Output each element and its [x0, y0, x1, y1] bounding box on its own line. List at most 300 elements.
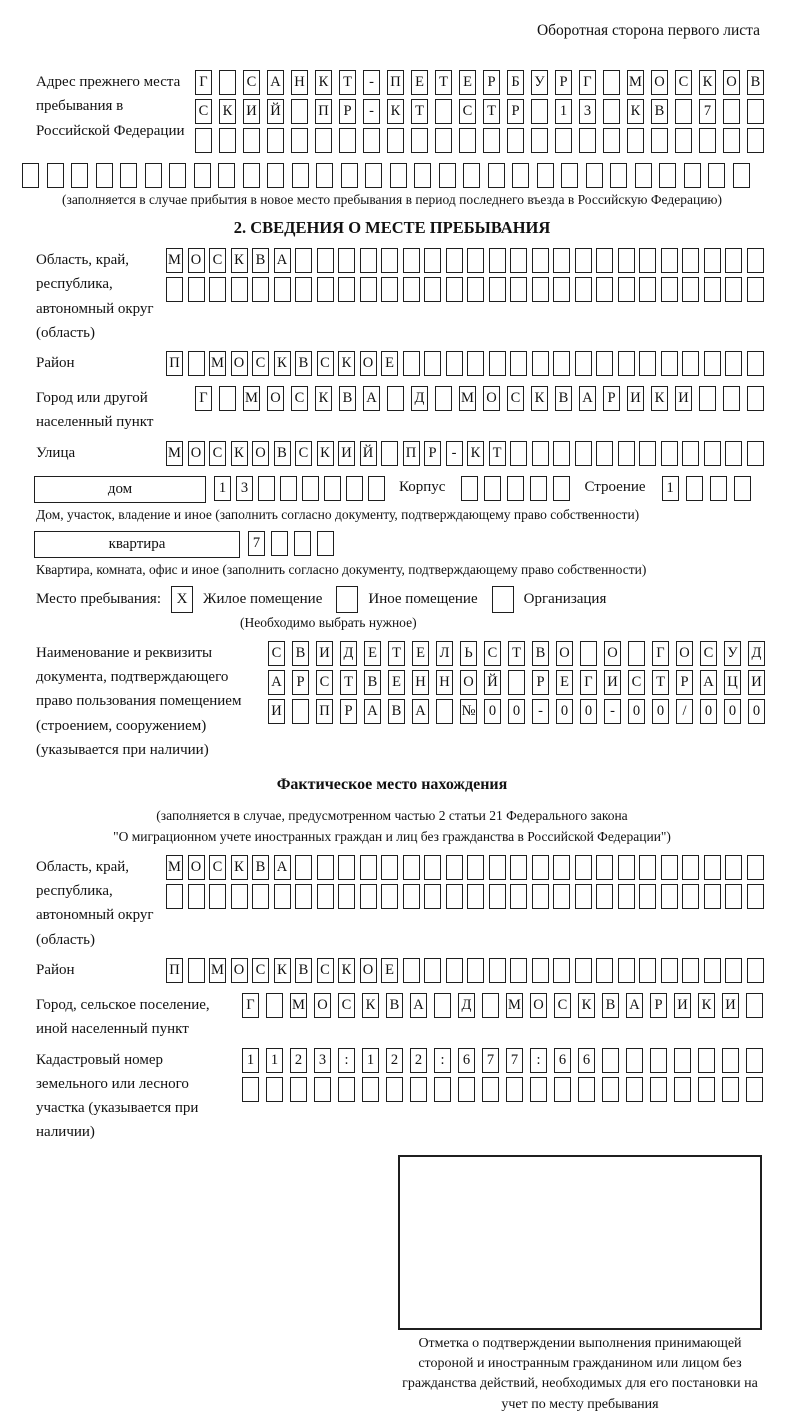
char-box[interactable]: Й [267, 99, 284, 124]
char-box[interactable] [603, 99, 620, 124]
char-box[interactable]: 0 [724, 699, 741, 724]
char-box[interactable]: Р [676, 670, 693, 695]
char-box[interactable]: П [315, 99, 332, 124]
char-box[interactable]: В [252, 855, 269, 880]
char-box[interactable]: 6 [458, 1048, 475, 1073]
char-box[interactable] [723, 386, 740, 411]
char-box[interactable] [708, 163, 725, 188]
char-box[interactable]: Р [339, 99, 356, 124]
char-box[interactable]: Д [411, 386, 428, 411]
char-box[interactable]: В [274, 441, 291, 466]
char-box[interactable] [747, 277, 764, 302]
char-box[interactable]: Р [650, 993, 667, 1018]
char-box[interactable]: Н [436, 670, 453, 695]
char-box[interactable]: К [338, 351, 355, 376]
char-box[interactable]: А [267, 70, 284, 95]
char-box[interactable]: 0 [652, 699, 669, 724]
char-box[interactable] [489, 351, 506, 376]
char-box[interactable]: А [410, 993, 427, 1018]
char-box[interactable]: С [209, 441, 226, 466]
char-box[interactable] [510, 441, 527, 466]
char-box[interactable] [532, 884, 549, 909]
char-box[interactable] [725, 884, 742, 909]
char-box[interactable] [507, 476, 524, 501]
char-box[interactable] [628, 641, 645, 666]
char-box[interactable] [324, 476, 341, 501]
char-box[interactable]: Г [579, 70, 596, 95]
char-box[interactable] [578, 1077, 595, 1102]
char-box[interactable]: Т [388, 641, 405, 666]
char-box[interactable]: В [295, 351, 312, 376]
char-box[interactable] [537, 163, 554, 188]
char-box[interactable]: 2 [386, 1048, 403, 1073]
char-box[interactable]: В [252, 248, 269, 273]
char-box[interactable] [461, 476, 478, 501]
char-box[interactable]: С [291, 386, 308, 411]
char-box[interactable] [188, 351, 205, 376]
char-box[interactable] [723, 128, 740, 153]
char-box[interactable]: Б [507, 70, 524, 95]
char-box[interactable] [635, 163, 652, 188]
char-box[interactable]: К [231, 441, 248, 466]
char-box[interactable] [242, 1077, 259, 1102]
char-box[interactable] [575, 277, 592, 302]
char-box[interactable] [686, 476, 703, 501]
char-box[interactable]: Р [424, 441, 441, 466]
char-box[interactable] [682, 441, 699, 466]
char-box[interactable]: Л [436, 641, 453, 666]
char-box[interactable] [381, 277, 398, 302]
char-box[interactable] [575, 958, 592, 983]
char-box[interactable] [747, 351, 764, 376]
char-box[interactable]: А [274, 855, 291, 880]
char-box[interactable] [446, 277, 463, 302]
char-box[interactable] [747, 958, 764, 983]
char-box[interactable] [618, 884, 635, 909]
char-box[interactable]: И [674, 993, 691, 1018]
char-box[interactable] [510, 884, 527, 909]
char-box[interactable] [71, 163, 88, 188]
char-box[interactable] [553, 855, 570, 880]
char-box[interactable]: № [460, 699, 477, 724]
char-box[interactable] [704, 855, 721, 880]
char-box[interactable]: Р [532, 670, 549, 695]
char-box[interactable]: В [651, 99, 668, 124]
char-box[interactable]: К [698, 993, 715, 1018]
char-box[interactable]: : [338, 1048, 355, 1073]
char-box[interactable] [682, 248, 699, 273]
char-box[interactable]: / [676, 699, 693, 724]
char-box[interactable] [446, 884, 463, 909]
char-box[interactable]: И [338, 441, 355, 466]
char-box[interactable] [661, 884, 678, 909]
char-box[interactable] [435, 386, 452, 411]
char-box[interactable]: 1 [362, 1048, 379, 1073]
char-box[interactable]: Т [435, 70, 452, 95]
char-box[interactable]: О [676, 641, 693, 666]
char-box[interactable]: П [387, 70, 404, 95]
char-box[interactable]: А [274, 248, 291, 273]
char-box[interactable] [316, 163, 333, 188]
char-box[interactable] [488, 163, 505, 188]
char-box[interactable] [746, 1048, 763, 1073]
char-box[interactable] [596, 441, 613, 466]
char-box[interactable] [252, 277, 269, 302]
char-box[interactable]: Т [411, 99, 428, 124]
char-box[interactable] [746, 1077, 763, 1102]
char-box[interactable]: С [554, 993, 571, 1018]
char-box[interactable] [553, 277, 570, 302]
char-box[interactable]: П [166, 958, 183, 983]
char-box[interactable] [532, 277, 549, 302]
char-box[interactable]: М [459, 386, 476, 411]
char-box[interactable]: У [724, 641, 741, 666]
char-box[interactable] [747, 441, 764, 466]
char-box[interactable] [555, 128, 572, 153]
char-box[interactable] [675, 128, 692, 153]
char-box[interactable]: 7 [248, 531, 265, 556]
char-box[interactable] [295, 248, 312, 273]
char-box[interactable] [414, 163, 431, 188]
char-box[interactable] [682, 884, 699, 909]
char-box[interactable] [651, 128, 668, 153]
char-box[interactable]: С [700, 641, 717, 666]
char-box[interactable]: А [626, 993, 643, 1018]
char-box[interactable] [532, 351, 549, 376]
char-box[interactable]: И [604, 670, 621, 695]
char-box[interactable]: М [166, 855, 183, 880]
char-box[interactable] [360, 855, 377, 880]
char-box[interactable] [302, 476, 319, 501]
char-box[interactable] [575, 855, 592, 880]
char-box[interactable]: Д [458, 993, 475, 1018]
char-box[interactable] [436, 699, 453, 724]
char-box[interactable]: 7 [482, 1048, 499, 1073]
char-box[interactable] [747, 884, 764, 909]
char-box[interactable] [626, 1048, 643, 1073]
char-box[interactable] [596, 351, 613, 376]
char-box[interactable]: 0 [700, 699, 717, 724]
char-box[interactable]: - [363, 99, 380, 124]
char-box[interactable] [704, 351, 721, 376]
char-box[interactable] [188, 277, 205, 302]
char-box[interactable] [704, 277, 721, 302]
char-box[interactable] [489, 277, 506, 302]
char-box[interactable]: М [290, 993, 307, 1018]
char-box[interactable]: С [243, 70, 260, 95]
char-box[interactable] [532, 958, 549, 983]
char-box[interactable] [424, 277, 441, 302]
char-box[interactable]: : [434, 1048, 451, 1073]
char-box[interactable]: А [579, 386, 596, 411]
char-box[interactable]: Т [340, 670, 357, 695]
char-box[interactable]: 1 [266, 1048, 283, 1073]
char-box[interactable]: 0 [748, 699, 765, 724]
char-box[interactable]: Г [195, 386, 212, 411]
char-box[interactable] [483, 128, 500, 153]
char-box[interactable] [381, 441, 398, 466]
char-box[interactable] [292, 699, 309, 724]
char-box[interactable] [698, 1077, 715, 1102]
char-box[interactable]: С [507, 386, 524, 411]
char-box[interactable] [532, 441, 549, 466]
char-box[interactable] [603, 128, 620, 153]
char-box[interactable] [317, 248, 334, 273]
char-box[interactable] [346, 476, 363, 501]
char-box[interactable] [231, 884, 248, 909]
char-box[interactable]: О [530, 993, 547, 1018]
char-box[interactable]: К [338, 958, 355, 983]
char-box[interactable] [338, 1077, 355, 1102]
char-box[interactable] [684, 163, 701, 188]
char-box[interactable] [484, 476, 501, 501]
char-box[interactable] [338, 277, 355, 302]
char-box[interactable] [291, 128, 308, 153]
char-box[interactable]: К [699, 70, 716, 95]
char-box[interactable]: В [747, 70, 764, 95]
char-box[interactable]: В [388, 699, 405, 724]
char-box[interactable] [553, 884, 570, 909]
char-box[interactable] [725, 248, 742, 273]
char-box[interactable] [602, 1077, 619, 1102]
char-box[interactable] [725, 441, 742, 466]
char-box[interactable]: С [295, 441, 312, 466]
char-box[interactable] [661, 277, 678, 302]
char-box[interactable] [274, 277, 291, 302]
char-box[interactable] [596, 277, 613, 302]
char-box[interactable]: К [467, 441, 484, 466]
char-box[interactable] [682, 351, 699, 376]
char-box[interactable]: И [722, 993, 739, 1018]
char-box[interactable] [492, 586, 514, 613]
char-box[interactable] [317, 884, 334, 909]
char-box[interactable] [403, 277, 420, 302]
char-box[interactable] [295, 884, 312, 909]
char-box[interactable] [531, 99, 548, 124]
char-box[interactable] [381, 855, 398, 880]
char-box[interactable]: Т [339, 70, 356, 95]
char-box[interactable] [674, 1077, 691, 1102]
char-box[interactable]: С [675, 70, 692, 95]
char-box[interactable] [410, 1077, 427, 1102]
char-box[interactable]: О [556, 641, 573, 666]
char-box[interactable]: И [316, 641, 333, 666]
char-box[interactable] [618, 248, 635, 273]
char-box[interactable]: : [530, 1048, 547, 1073]
char-box[interactable] [435, 99, 452, 124]
char-box[interactable] [290, 1077, 307, 1102]
char-box[interactable] [507, 128, 524, 153]
char-box[interactable]: Г [580, 670, 597, 695]
char-box[interactable]: О [460, 670, 477, 695]
char-box[interactable]: В [602, 993, 619, 1018]
char-box[interactable] [675, 99, 692, 124]
char-box[interactable] [360, 248, 377, 273]
char-box[interactable] [336, 586, 358, 613]
char-box[interactable] [482, 993, 499, 1018]
char-box[interactable] [403, 958, 420, 983]
char-box[interactable] [618, 441, 635, 466]
char-box[interactable]: Е [364, 641, 381, 666]
char-box[interactable] [341, 163, 358, 188]
char-box[interactable]: О [360, 351, 377, 376]
char-box[interactable] [553, 351, 570, 376]
char-box[interactable] [747, 855, 764, 880]
char-box[interactable] [561, 163, 578, 188]
char-box[interactable] [704, 248, 721, 273]
char-box[interactable]: К [651, 386, 668, 411]
char-box[interactable] [510, 248, 527, 273]
char-box[interactable] [510, 351, 527, 376]
char-box[interactable]: Ь [460, 641, 477, 666]
char-box[interactable] [446, 248, 463, 273]
char-box[interactable]: М [243, 386, 260, 411]
char-box[interactable]: С [209, 855, 226, 880]
char-box[interactable] [291, 99, 308, 124]
char-box[interactable] [403, 248, 420, 273]
char-box[interactable] [243, 128, 260, 153]
char-box[interactable]: Ц [724, 670, 741, 695]
char-box[interactable] [553, 476, 570, 501]
char-box[interactable] [368, 476, 385, 501]
char-box[interactable] [362, 1077, 379, 1102]
char-box[interactable] [530, 476, 547, 501]
char-box[interactable] [747, 386, 764, 411]
char-box[interactable]: - [532, 699, 549, 724]
char-box[interactable]: 0 [508, 699, 525, 724]
char-box[interactable]: К [362, 993, 379, 1018]
char-box[interactable]: О [314, 993, 331, 1018]
char-box[interactable] [725, 277, 742, 302]
char-box[interactable] [294, 531, 311, 556]
char-box[interactable] [682, 958, 699, 983]
char-box[interactable]: 2 [290, 1048, 307, 1073]
char-box[interactable]: С [628, 670, 645, 695]
char-box[interactable] [387, 386, 404, 411]
char-box[interactable]: А [364, 699, 381, 724]
char-box[interactable] [338, 855, 355, 880]
char-box[interactable] [532, 248, 549, 273]
char-box[interactable] [482, 1077, 499, 1102]
char-box[interactable] [219, 386, 236, 411]
char-box[interactable]: И [748, 670, 765, 695]
char-box[interactable] [434, 993, 451, 1018]
char-box[interactable]: О [231, 351, 248, 376]
char-box[interactable]: Р [603, 386, 620, 411]
char-box[interactable] [682, 277, 699, 302]
char-box[interactable]: Т [652, 670, 669, 695]
char-box[interactable] [315, 128, 332, 153]
char-box[interactable] [704, 958, 721, 983]
char-box[interactable] [489, 958, 506, 983]
char-box[interactable] [317, 277, 334, 302]
char-box[interactable] [446, 351, 463, 376]
char-box[interactable]: С [252, 958, 269, 983]
char-box[interactable]: 0 [484, 699, 501, 724]
char-box[interactable]: Й [484, 670, 501, 695]
char-box[interactable]: С [252, 351, 269, 376]
char-box[interactable]: Р [555, 70, 572, 95]
char-box[interactable]: В [339, 386, 356, 411]
char-box[interactable] [596, 884, 613, 909]
char-box[interactable]: Г [242, 993, 259, 1018]
char-box[interactable] [575, 351, 592, 376]
char-box[interactable] [363, 128, 380, 153]
char-box[interactable] [553, 958, 570, 983]
char-box[interactable] [274, 884, 291, 909]
char-box[interactable] [295, 855, 312, 880]
char-box[interactable] [618, 855, 635, 880]
char-box[interactable]: Г [652, 641, 669, 666]
char-box[interactable]: И [627, 386, 644, 411]
char-box[interactable] [506, 1077, 523, 1102]
char-box[interactable]: К [274, 351, 291, 376]
char-box[interactable] [194, 163, 211, 188]
char-box[interactable] [424, 248, 441, 273]
char-box[interactable] [209, 884, 226, 909]
char-box[interactable]: А [700, 670, 717, 695]
char-box[interactable] [553, 441, 570, 466]
char-box[interactable]: 6 [578, 1048, 595, 1073]
char-box[interactable] [626, 1077, 643, 1102]
char-box[interactable]: О [360, 958, 377, 983]
char-box[interactable] [22, 163, 39, 188]
char-box[interactable] [682, 855, 699, 880]
char-box[interactable] [188, 958, 205, 983]
char-box[interactable] [381, 884, 398, 909]
char-box[interactable] [596, 248, 613, 273]
char-box[interactable] [661, 855, 678, 880]
char-box[interactable] [603, 70, 620, 95]
char-box[interactable] [627, 128, 644, 153]
char-box[interactable]: Н [412, 670, 429, 695]
char-box[interactable]: К [317, 441, 334, 466]
char-box[interactable]: Р [292, 670, 309, 695]
char-box[interactable] [463, 163, 480, 188]
char-box[interactable]: М [627, 70, 644, 95]
char-box[interactable]: 1 [242, 1048, 259, 1073]
char-box[interactable]: К [219, 99, 236, 124]
char-box[interactable]: Р [507, 99, 524, 124]
char-box[interactable] [602, 1048, 619, 1073]
char-box[interactable] [258, 476, 275, 501]
char-box[interactable] [292, 163, 309, 188]
char-box[interactable] [489, 855, 506, 880]
char-box[interactable]: М [506, 993, 523, 1018]
char-box[interactable] [424, 958, 441, 983]
char-box[interactable]: О [483, 386, 500, 411]
char-box[interactable]: О [231, 958, 248, 983]
char-box[interactable]: Й [360, 441, 377, 466]
char-box[interactable]: А [363, 386, 380, 411]
char-box[interactable] [610, 163, 627, 188]
char-box[interactable]: Е [381, 958, 398, 983]
char-box[interactable]: Е [411, 70, 428, 95]
char-box[interactable]: В [295, 958, 312, 983]
char-box[interactable] [338, 248, 355, 273]
char-box[interactable] [209, 277, 226, 302]
char-box[interactable] [390, 163, 407, 188]
char-box[interactable] [704, 441, 721, 466]
char-box[interactable] [365, 163, 382, 188]
char-box[interactable] [698, 1048, 715, 1073]
char-box[interactable] [467, 958, 484, 983]
char-box[interactable]: В [386, 993, 403, 1018]
char-box[interactable] [674, 1048, 691, 1073]
char-box[interactable] [381, 248, 398, 273]
char-box[interactable] [747, 248, 764, 273]
char-box[interactable] [314, 1077, 331, 1102]
